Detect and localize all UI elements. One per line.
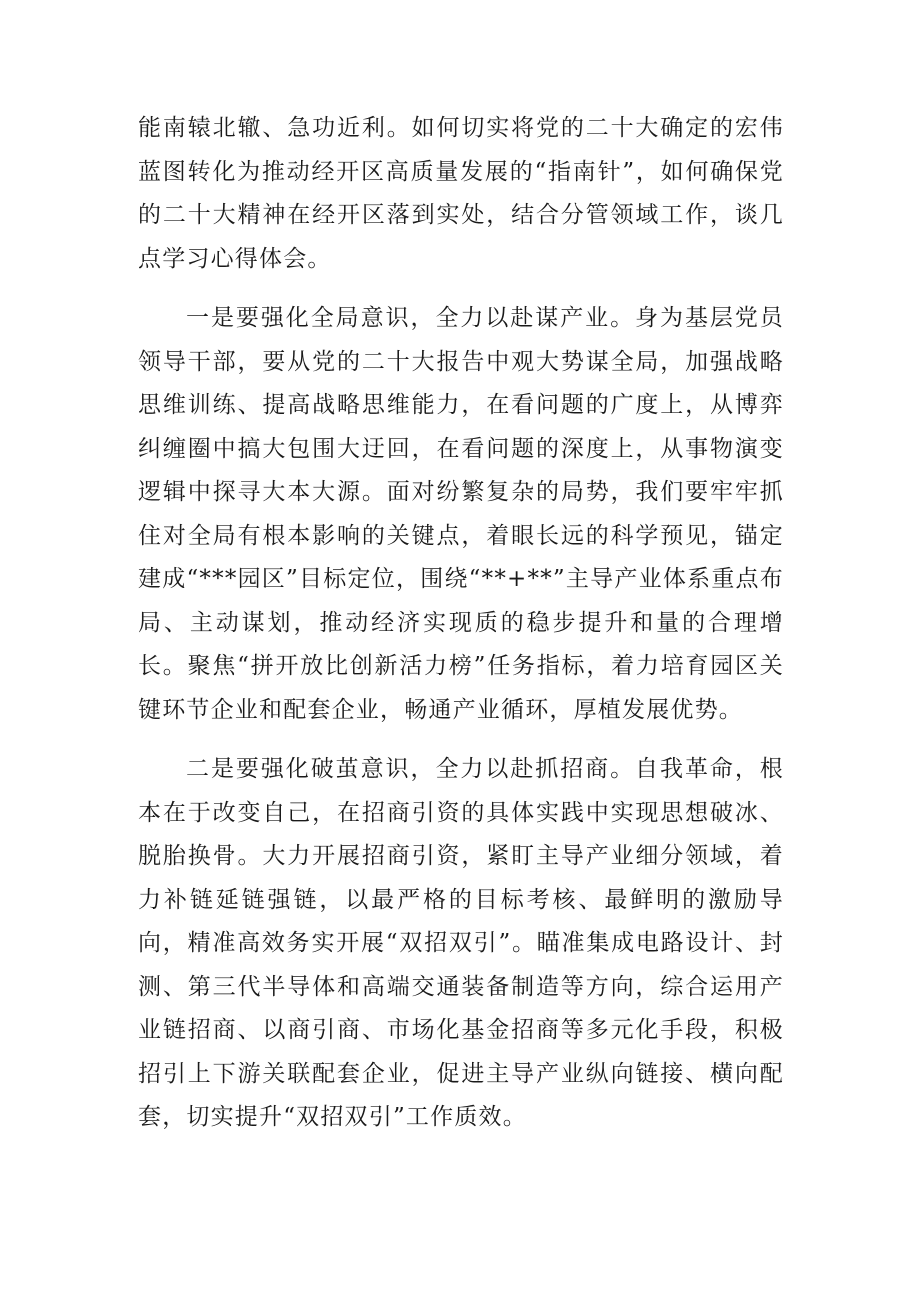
document-body — [138, 107, 784, 1156]
paragraph-continuation: 能南辕北辙、急功近利。如何切实将党的二十大确定的宏伟蓝图转化为推动经开区高质量发展的“指南针”，如何确保党的二十大精神在经开区落到实处，结合分管领域工作，谈几点学习心得体会。 — [138, 115, 784, 272]
paragraph-investment-attraction: 二是要强化破茧意识，全力以赴抓招商。自我革命，根本在于改变自己，在招商引资的具体实践中实现思想破冰、脱胎换骨。大力开展招商引资，紧盯主导产业细分领域，着力补链延链强链，以最严格的目标考核、最鲜明的激励导向，精准高效务实开展“双招双引”。瞄准集成电路设计、封测、第三代半导体和高端交通装备制造等方向，综合运用产业链招商、以商引商、市场化基金招商等多元化手段，积极招引上下游关联配套企业，促进主导产业纵向链接、横向配套，切实提升“双招双引”工作质效。 — [138, 756, 784, 1130]
paragraph-industry-planning: 一是要强化全局意识，全力以赴谋产业。身为基层党员领导干部，要从党的二十大报告中观大势谋全局，加强战略思维训练、提高战略思维能力，在看问题的广度上，从博弈纠缠圈中搞大包围大迂回，在看问题的深度上，从事物演变逻辑中探寻大本大源。面对纷繁复杂的局势，我们要牢牢抓住对全局有根本影响的关键点，着眼长远的科学预见，锚定建成“***园区”目标定位，围绕“**+**”主导产业体系重点布局、主动谋划，推动经济实现质的稳步提升和量的合理增长。聚焦“拼开放比创新活力榜”任务指标，着力培育园区关键环节企业和配套企业，畅通产业循环，厚植发展优势。 — [138, 305, 784, 723]
